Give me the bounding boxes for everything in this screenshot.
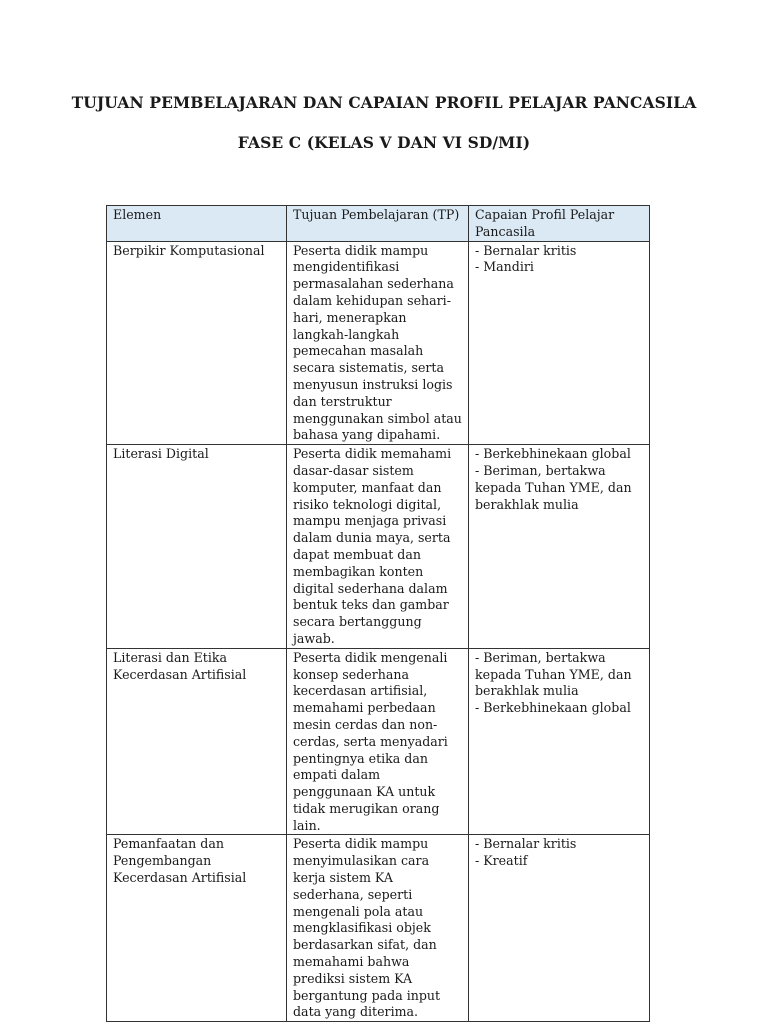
table-header-row (107, 206, 650, 242)
cell-elemen: Literasi dan Etika Kecerdasan Artifisial (107, 648, 287, 835)
header-capaian-profil: Capaian Profil Pelajar Pancasila (469, 206, 650, 242)
cell-tujuan: Peserta didik memahami dasar-dasar sistem komputer, manfaat dan risiko teknologi digital, mampu menjaga privasi dalam dunia maya, serta dapat membuat dan membagikan konten digital sederhana dalam bentuk teks dan gambar secara bertanggung jawab. (287, 445, 469, 649)
profil-item: - Mandiri (475, 259, 534, 275)
document-subtitle: FASE C (KELAS V DAN VI SD/MI) (237, 133, 531, 152)
profil-item: - Berkebhinekaan global (475, 700, 631, 716)
profil-item: - Kreatif (475, 853, 528, 869)
cell-tujuan: Peserta didik mampu mengidentifikasi permasalahan sederhana dalam kehidupan sehari-hari, menerapkan langkah-langkah pemecahan masalah secara sistematis, serta menyusun instruksi logis dan terstruktur menggunakan simbol atau bahasa yang dipahami. (287, 241, 469, 445)
document-title: TUJUAN PEMBELAJARAN DAN CAPAIAN PROFIL PELAJAR PANCASILA (71, 93, 697, 112)
table-row (107, 835, 650, 1022)
header-tujuan-pembelajaran: Tujuan Pembelajaran (TP) (287, 206, 469, 242)
table-row (107, 445, 650, 649)
cell-tujuan: Peserta didik mampu menyimulasikan cara kerja sistem KA sederhana, seperti mengenali pola atau mengklasifikasi objek berdasarkan sifat, dan memahami bahwa prediksi sistem KA bergantung pada input data yang diterima. (287, 835, 469, 1022)
profil-item: - Beriman, bertakwa kepada Tuhan YME, dan berakhlak mulia (475, 462, 632, 512)
table-header (107, 206, 650, 242)
cell-capaian (469, 241, 650, 445)
table-row (107, 648, 650, 835)
table-row (107, 241, 650, 445)
cell-tujuan: Peserta didik mengenali konsep sederhana kecerdasan artifisial, memahami perbedaan mesin cerdas dan non-cerdas, serta menyadari pentingnya etika dan empati dalam penggunaan KA untuk tidak merugikan orang lain. (287, 648, 469, 835)
profil-item: - Bernalar kritis (475, 242, 577, 258)
table-body (107, 241, 650, 1022)
cell-elemen: Literasi Digital (107, 445, 287, 649)
cell-elemen: Pemanfaatan dan Pengembangan Kecerdasan Artifisial (107, 835, 287, 1022)
cell-elemen: Berpikir Komputasional (107, 241, 287, 445)
header-elemen: Elemen (107, 206, 287, 242)
profil-item: - Bernalar kritis (475, 836, 577, 852)
cell-capaian (469, 835, 650, 1022)
cell-capaian (469, 648, 650, 835)
cell-capaian (469, 445, 650, 649)
learning-objectives-table (106, 205, 650, 1022)
profil-item: - Berkebhinekaan global (475, 446, 631, 462)
profil-item: - Beriman, bertakwa kepada Tuhan YME, dan berakhlak mulia (475, 649, 632, 699)
